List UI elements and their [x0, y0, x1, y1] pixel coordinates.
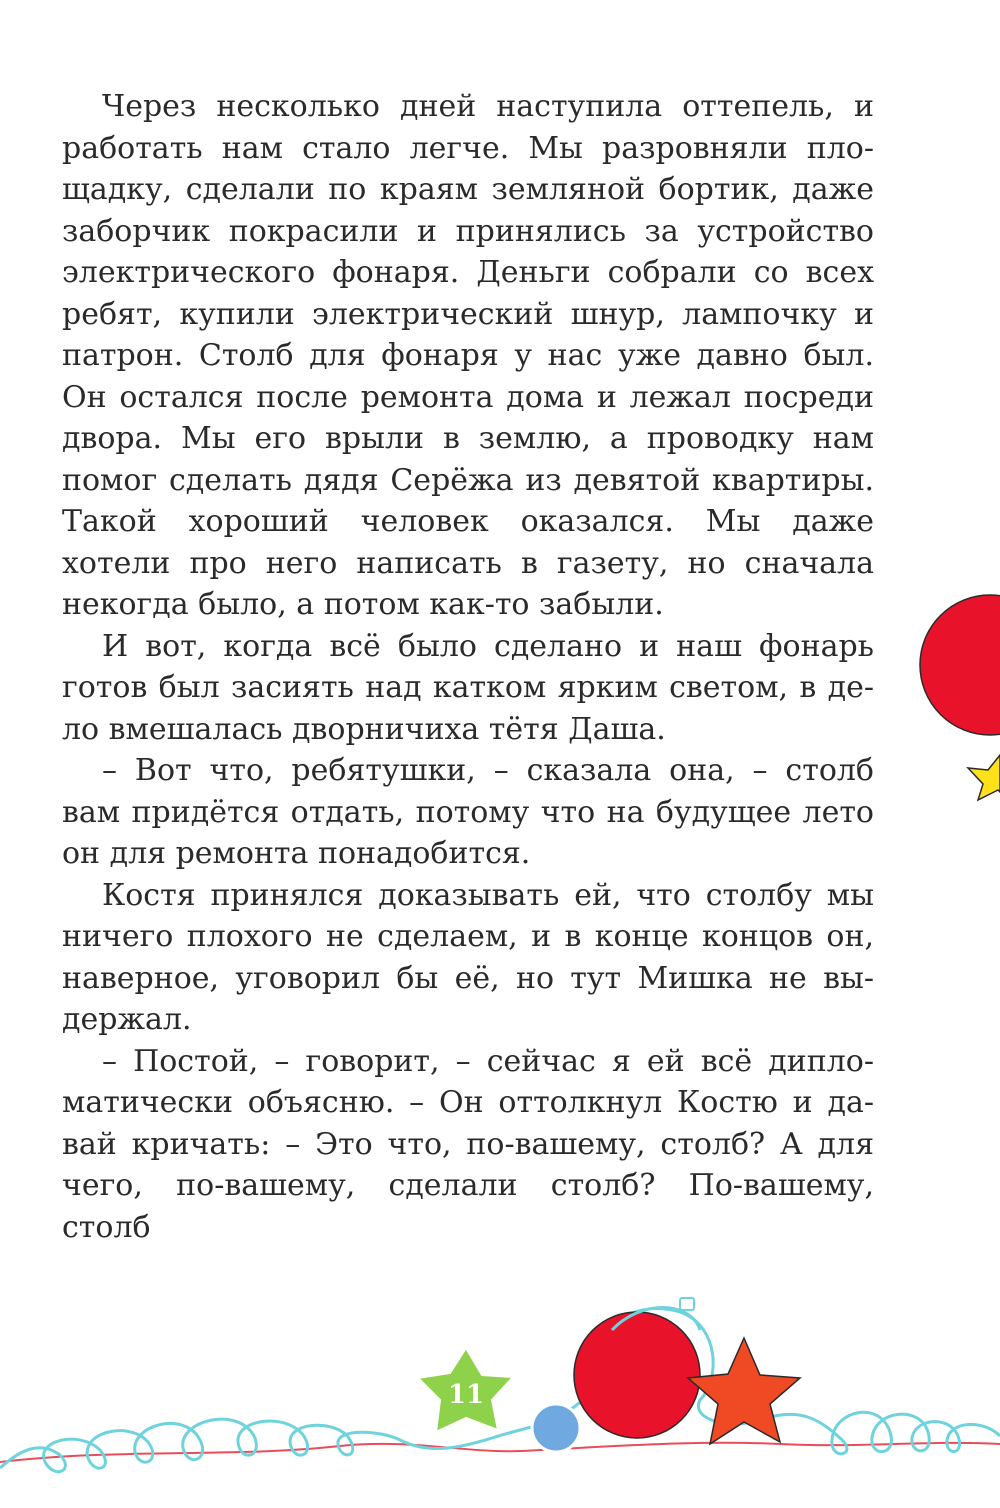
paragraph: – Постой, – говорит, – сейчас я ей всё дипломатически объясню. – Он оттолкнул Костю и давай кричать: – Это что, по-вашему, столб? А для чего, по-вашему, сделали столб? По-вашему, столб	[62, 1043, 874, 1245]
paragraph: И вот, когда всё было сделано и наш фонарь готов был засиять над катком ярким светом, в дело вмешалась дворничиха тётя Даша.	[62, 628, 874, 747]
ornament-cap-icon	[680, 1298, 694, 1310]
page-number: 11	[447, 1380, 485, 1410]
orange-star-icon	[688, 1338, 800, 1444]
red-ornament-ball-icon	[574, 1312, 700, 1438]
paragraph: Костя принялся доказывать ей, что столбу мы ничего плохого не сделаем, и в конце концов он, наверное, уговорил бы её, но тут Мишка не выдержал.	[62, 877, 874, 1037]
paragraph: – Вот что, ребятушки, – сказала она, – столб вам придётся отдать, потому что на будущее лето он для ремонта понадобится.	[62, 753, 874, 871]
paragraph: Через несколько дней наступила оттепель, и работать нам стало легче. Мы разровняли площадку, сделали по краям земляной бортик, даже заборчик покрасили и принялись за устройство электрического фонаря. Деньги собрали со всех ребят, купили электрический шнур, лампочку и патрон. Столб для фонаря у нас уже давно был. Он остался после ремонта дома и лежал посреди двора. Мы его врыли в землю, а проводку нам помог сделать дядя Серёжа из девятой квартиры. Такой хороший человек оказался. Мы даже хотели про него написать в газету, но сначала некогда было, а потом как-то забыли.	[62, 89, 874, 622]
blue-ornament-ball-icon	[532, 1404, 580, 1452]
